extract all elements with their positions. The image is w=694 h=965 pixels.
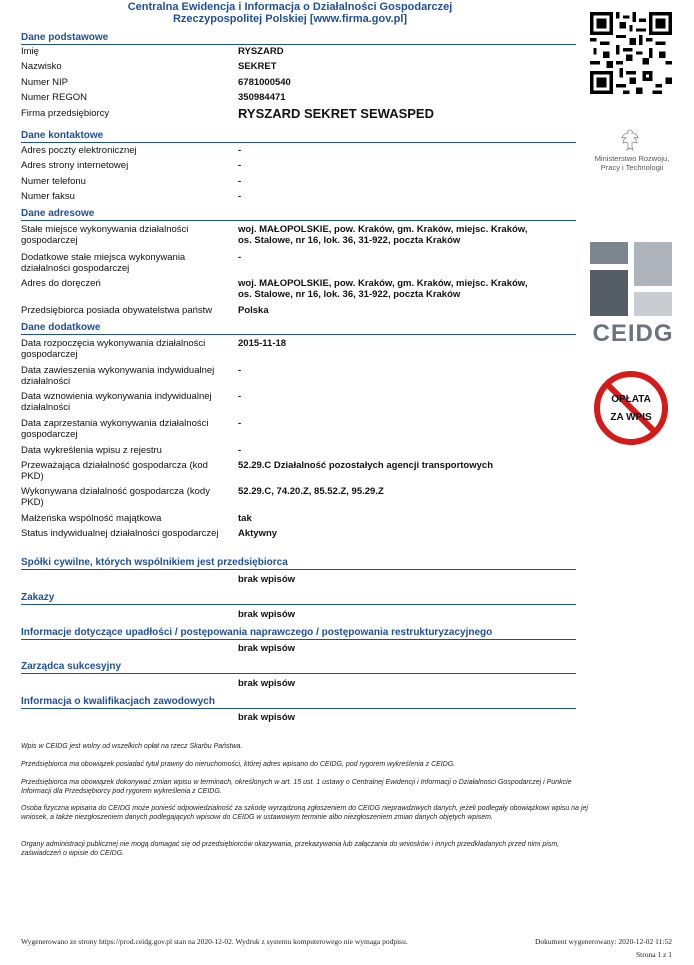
field-value: SEKRET [238, 61, 277, 72]
no-entries-text: brak wpisów [238, 712, 296, 723]
section-title-address: Dane adresowe [21, 208, 576, 221]
polish-eagle-emblem-icon [620, 128, 640, 152]
field-label: Data zaprzestania wykonywania działalności gospodarczej [21, 418, 209, 440]
legal-note: Organy administracji publicznej nie mogą domagać się od przedsiębiorców okazywania, przekazywania lub załączania do wniosków i innych przedkładanych przed nimi pism, zaświadczeń o wpisie do CEIDG. [21, 841, 560, 857]
no-entries-text: brak wpisów [238, 609, 296, 620]
field-label: Przedsiębiorca posiada obywatelstwa państw [21, 305, 213, 316]
section-title-contact: Dane kontaktowe [21, 130, 576, 143]
stamp-text-line2: ZA WPIS [610, 412, 652, 423]
stamp-text-line1: OPŁATA [611, 394, 651, 405]
footer-generated-info: Wygenerowano ze strony https://prod.ceidg.gov.pl stan na 2020-12-02. Wydruk z systemu komputerowego nie wymaga podpisu. [21, 937, 408, 946]
field-label: Przeważająca działalność gospodarcza (kod PKD) [21, 460, 208, 482]
field-label: Stałe miejsce wykonywania działalności gospodarczej [21, 224, 189, 246]
field-value: - [238, 176, 242, 187]
field-label: Adres strony internetowej [21, 160, 129, 171]
field-label: Data zawieszenia wykonywania indywidualnej działalności [21, 365, 215, 387]
field-value: woj. MAŁOPOLSKIE, pow. Kraków, gm. Kraków, miejsc. Kraków, os. Stalowe, nr 16, lok. 36, 31-922, poczta Kraków [238, 278, 528, 300]
field-label: Małżeńska wspólność majątkowa [21, 513, 162, 524]
field-value: - [238, 418, 242, 429]
section-title-successor: Zarządca sukcesyjny [21, 661, 576, 674]
field-value: - [238, 445, 242, 456]
qr-code-icon [590, 12, 672, 94]
field-label: Nazwisko [21, 61, 62, 72]
section-title-basic: Dane podstawowe [21, 32, 576, 45]
field-value: - [238, 145, 242, 156]
field-label: Numer faksu [21, 191, 75, 202]
footer-page-number: Strona 1 z 1 [635, 950, 672, 959]
field-value: tak [238, 513, 252, 524]
field-value: - [238, 252, 242, 263]
field-label: Numer telefonu [21, 176, 86, 187]
field-value: Polska [238, 305, 269, 316]
field-label: Data wznowienia wykonywania indywidualnej działalności [21, 391, 212, 413]
field-value: 350984471 [238, 92, 286, 103]
field-value: 52.29.C, 74.20.Z, 85.52.Z, 95.29.Z [238, 486, 384, 497]
field-label: Numer NIP [21, 77, 68, 88]
field-value: woj. MAŁOPOLSKIE, pow. Kraków, gm. Kraków, miejsc. Kraków, os. Stalowe, nr 16, lok. 36, 31-922, poczta Kraków [238, 224, 528, 246]
field-label: Imię [21, 46, 39, 57]
field-label: Adres do doręczeń [21, 278, 101, 289]
no-entries-text: brak wpisów [238, 574, 296, 585]
no-fee-stamp-icon [590, 370, 672, 446]
section-title-bankruptcy: Informacje dotyczące upadłości / postępowania naprawczego / postępowania restrukturyzacyjnego [21, 627, 576, 640]
field-value: - [238, 191, 242, 202]
footer-document-date: Dokument wygenerowany: 2020-12-02 11:52 [535, 937, 672, 946]
field-value: 2015-11-18 [238, 338, 287, 349]
legal-note: Przedsiębiorca ma obowiązek dokonywać zmian wpisu w terminach, określonych w art. 15 ust. 1 ustawy o Centralnej Ewidencji i Informacji o Działalności Gospodarczej i Punkcie Informacji dla Przedsiębiorcy pod rygorem wykreślenia z CEIDG. [21, 779, 572, 795]
field-label: Dodatkowe stałe miejsca wykonywania działalności gospodarczej [21, 252, 186, 274]
ceidg-logo-icon [590, 242, 672, 316]
section-title-qualifications: Informacja o kwalifikacjach zawodowych [21, 696, 576, 709]
field-label: Firma przedsiębiorcy [21, 108, 110, 119]
ministry-name: Ministerstwo Rozwoju, Pracy i Technologii [594, 154, 670, 172]
section-title-additional: Dane dodatkowe [21, 322, 576, 335]
field-value: 6781000540 [238, 77, 291, 88]
section-title-bans: Zakazy [21, 592, 576, 605]
field-label: Data wykreślenia wpisu z rejestru [21, 445, 162, 456]
field-value: Aktywny [238, 528, 278, 539]
ceidg-logo-text: CEIDG [592, 320, 674, 347]
company-name-value: RYSZARD SEKRET SEWASPED [238, 106, 434, 121]
legal-note: Przedsiębiorca ma obowiązek posiadać tytuł prawny do nieruchomości, której adres wpisano do CEIDG, pod rygorem wykreślenia z CEIDG. [21, 761, 456, 768]
document-header-line1: Centralna Ewidencja i Informacja o Działalności Gospodarczej [127, 1, 453, 13]
field-value: - [238, 391, 242, 402]
field-label: Status indywidualnej działalności gospodarczej [21, 528, 219, 539]
field-value: 52.29.C Działalność pozostałych agencji transportowych [238, 460, 493, 471]
legal-note: Osoba fizyczna wpisana do CEIDG może ponieść odpowiedzialność za szkodę wyrządzoną zgłoszeniem do CEIDG nieprawdziwych danych, jeżeli podlegały obowiązkowi wpisu na jej wniosek, a także niezgłoszeniem danych podlegających wpisowi do CEIDG w ustawowym terminie albo niezgłoszeniem zmian danych objętych wpisem. [21, 805, 588, 821]
field-label: Numer REGON [21, 92, 87, 103]
field-label: Wykonywana działalność gospodarcza (kody PKD) [21, 486, 210, 508]
field-value: - [238, 365, 242, 376]
field-value: RYSZARD [238, 46, 284, 57]
legal-note: Wpis w CEIDG jest wolny od wszelkich opłat na rzecz Skarbu Państwa. [21, 743, 243, 750]
no-entries-text: brak wpisów [238, 678, 296, 689]
field-label: Adres poczty elektronicznej [21, 145, 137, 156]
field-label: Data rozpoczęcia wykonywania działalności gospodarczej [21, 338, 206, 360]
section-title-partnerships: Spółki cywilne, których wspólnikiem jest przedsiębiorca [21, 557, 576, 570]
field-value: - [238, 160, 242, 171]
no-entries-text: brak wpisów [238, 643, 296, 654]
document-header-line2: Rzeczypospolitej Polskiej [www.firma.gov.pl] [172, 13, 408, 25]
